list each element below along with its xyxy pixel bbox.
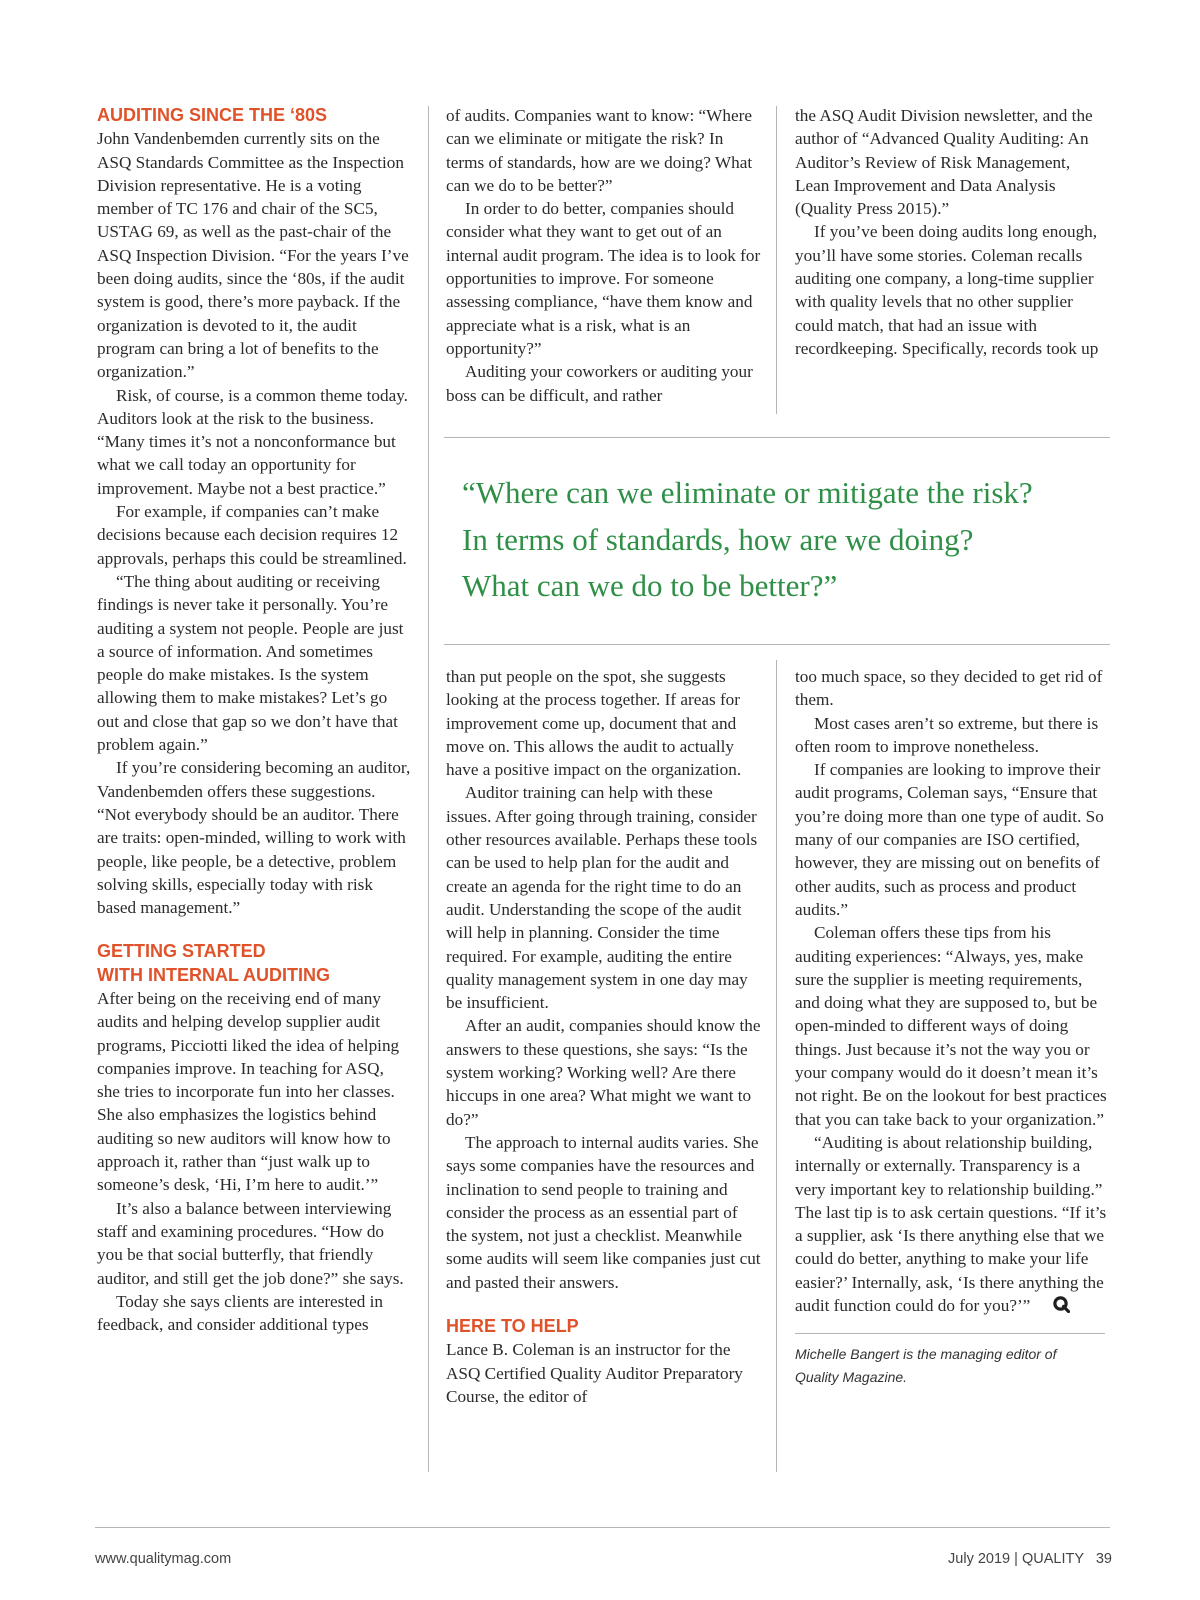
article-column-1 [97,104,411,1336]
quality-q-end-mark-icon [1034,1296,1051,1313]
footer-magazine-name: QUALITY [1021,1551,1084,1567]
paragraph: After being on the receiving end of many audits and helping develop supplier audit programs, Picciotti liked the idea of helping companies improve. In teaching for ASQ, she tries to incorporate fun into her classes. She also emphasizes the logistics behind auditing so new auditors will know how to approach it, rather than “just walk up to someone’s desk, ‘Hi, I’m here to audit.’” [97,988,400,1195]
author-bio-line: Michelle Bangert is the managing editor of [795,1346,1057,1363]
paragraph: Today she says clients are interested in feedback, and consider additional types [97,1291,384,1335]
article-column-3-top [795,104,1107,360]
paragraph: In order to do better, companies should consider what they want to get out of an internal audit program. The idea is to look for opportunities to improve. For someone assessing compliance, “have them know and appreciate what is a risk, what is an opportunity?” [446,199,761,358]
section-heading-here-to-help: HERE TO HELP [446,1316,579,1337]
paragraph: Most cases aren’t so extreme, but there is often room to improve nonetheless. [795,713,1099,756]
article-column-3-bottom [795,665,1107,1389]
footer-website: www.qualitymag.com [95,1551,232,1567]
paragraph: “The thing about auditing or receiving findings is never take it personally. You’re auditing a system not people. People are just a source of information. And sometimes people do make mistakes. Is the system allowing them to make mistakes? Let’s go out and close that gap so we don’t have that problem again.” [97,571,404,755]
paragraph: John Vandenbemden currently sits on the ASQ Standards Committee as the Inspection Division representative. He is a voting member of TC 176 and chair of the SC5, USTAG 69, as well as the past-chair of the ASQ Inspection Division. “For the years I’ve been doing audits, since the ‘80s, if the audit system is good, there’s more payback. If the organization is devoted to it, the audit program can bring a lot of benefits to the organization.” [97,129,409,382]
paragraph: If you’re considering becoming an auditor, Vandenbemden offers these suggestions. “Not everybody should be an auditor. There are traits: open-minded, willing to work with people, like people, be a detective, problem solving skills, especially today with risk based management.” [97,758,411,918]
heading-line: WITH INTERNAL AUDITING [97,964,330,985]
paragraph: For example, if companies can’t make decisions because each decision requires 12 approvals, perhaps this could be streamlined. [97,502,407,568]
section-heading-getting-started [97,940,411,987]
paragraph: too much space, so they decided to get rid of them. [795,667,1103,710]
paragraph: Lance B. Coleman is an instructor for the ASQ Certified Quality Auditor Preparatory Course, the editor of [446,1340,743,1406]
column-divider [428,106,429,1472]
paragraph: The approach to internal audits varies. She says some companies have the resources and inclination to send people to training and consider the process as an essential part of the system, not just a checklist. Meanwhile some audits will seem like companies just cut and pasted their answers. [446,1132,761,1292]
paragraph: Coleman offers these tips from his auditing experiences: “Always, yes, make sure the supplier is meeting requirements, and doing what they are supposed to, but be open-minded to different ways of doing things. Just because it’s not the way you or your company would do it doesn’t mean it’s not right. Be on the lookout for best practices that you can take back to your organization.” [795,923,1107,1129]
footer-separator: | [1014,1551,1018,1567]
paragraph: of audits. Companies want to know: “Where can we eliminate or mitigate the risk? In terms of standards, how are we doing? What can we do to be better?” [446,106,753,195]
heading-line: GETTING STARTED [97,941,266,962]
paragraph: After an audit, companies should know the answers to these questions, she says: “Is the system working? Working well? Are there hiccups in one area? What might we want to do?” [446,1016,761,1129]
article-column-2-bottom [446,665,761,1408]
pull-quote-line: In terms of standards, how are we doing? [462,521,974,557]
section-heading-auditing-since-80s: AUDITING SINCE THE ‘80S [97,105,328,125]
paragraph: the ASQ Audit Division newsletter, and the author of “Advanced Quality Auditing: An Auditor’s Review of Risk Management, Lean Improvement and Data Analysis (Quality Press 2015).” [795,106,1093,219]
footer-issue-info [948,1551,1084,1567]
footer-issue-date: July 2019 [948,1551,1011,1567]
paragraph: than put people on the spot, she suggests looking at the process together. If areas for improvement come up, document that and move on. This allows the audit to actually have a positive impact on the organization. [446,667,742,780]
author-bio-line: Quality Magazine. [795,1369,908,1386]
footer-rule [95,1527,1110,1528]
pull-quote [462,470,1102,610]
paragraph: If you’ve been doing audits long enough, you’ll have some stories. Coleman recalls auditing one company, a long-time supplier with quality levels that no other supplier could match, that had an issue with recordkeeping. Specifically, records took up [795,222,1099,358]
pullquote-top-rule [444,437,1110,438]
paragraph: It’s also a balance between interviewing staff and examining procedures. “How do you be that social butterfly, that friendly auditor, and still get the job done?” she says. [97,1198,404,1288]
author-bio [795,1333,1105,1389]
pull-quote-line: “Where can we eliminate or mitigate the risk? [462,475,1033,510]
pullquote-bottom-rule [444,644,1110,645]
paragraph-text: “Auditing is about relationship building, internally or externally. Transparency is a very important key to relationship building.” The last tip is to ask certain questions. “If it’s a supplier, ask ‘Is there anything else that we could do better, anything to make your life easier?’ Internally, ask, ‘Is there anything the audit function could do for you?’” [795,1132,1107,1316]
column-divider [776,660,777,1472]
paragraph: Auditing your coworkers or auditing your boss can be difficult, and rather [446,362,753,405]
pull-quote-line: What can we do to be better?” [462,568,838,603]
column-divider [776,106,777,414]
paragraph: Risk, of course, is a common theme today. Auditors look at the risk to the business. “Many times it’s not a nonconformance but what we call today an opportunity for improvement. Maybe not a best practice.” [97,385,408,498]
article-column-2-top [446,104,761,407]
paragraph: If companies are looking to improve their audit programs, Coleman says, “Ensure that you’re doing more than one type of audit. So many of our companies are ISO certified, however, they are missing out on benefits of other audits, such as process and product audits.” [795,760,1104,919]
footer-page-number: 39 [1095,1551,1112,1567]
paragraph: Auditor training can help with these issues. After going through training, consider other resources available. Perhaps these tools can be used to help plan for the audit and create an agenda for the right time to do an audit. Understanding the scope of the audit will help in planning. Consider the time required. For example, auditing the entire quality management system in one day may be insufficient. [446,783,758,1013]
paragraph-final [795,1131,1107,1317]
